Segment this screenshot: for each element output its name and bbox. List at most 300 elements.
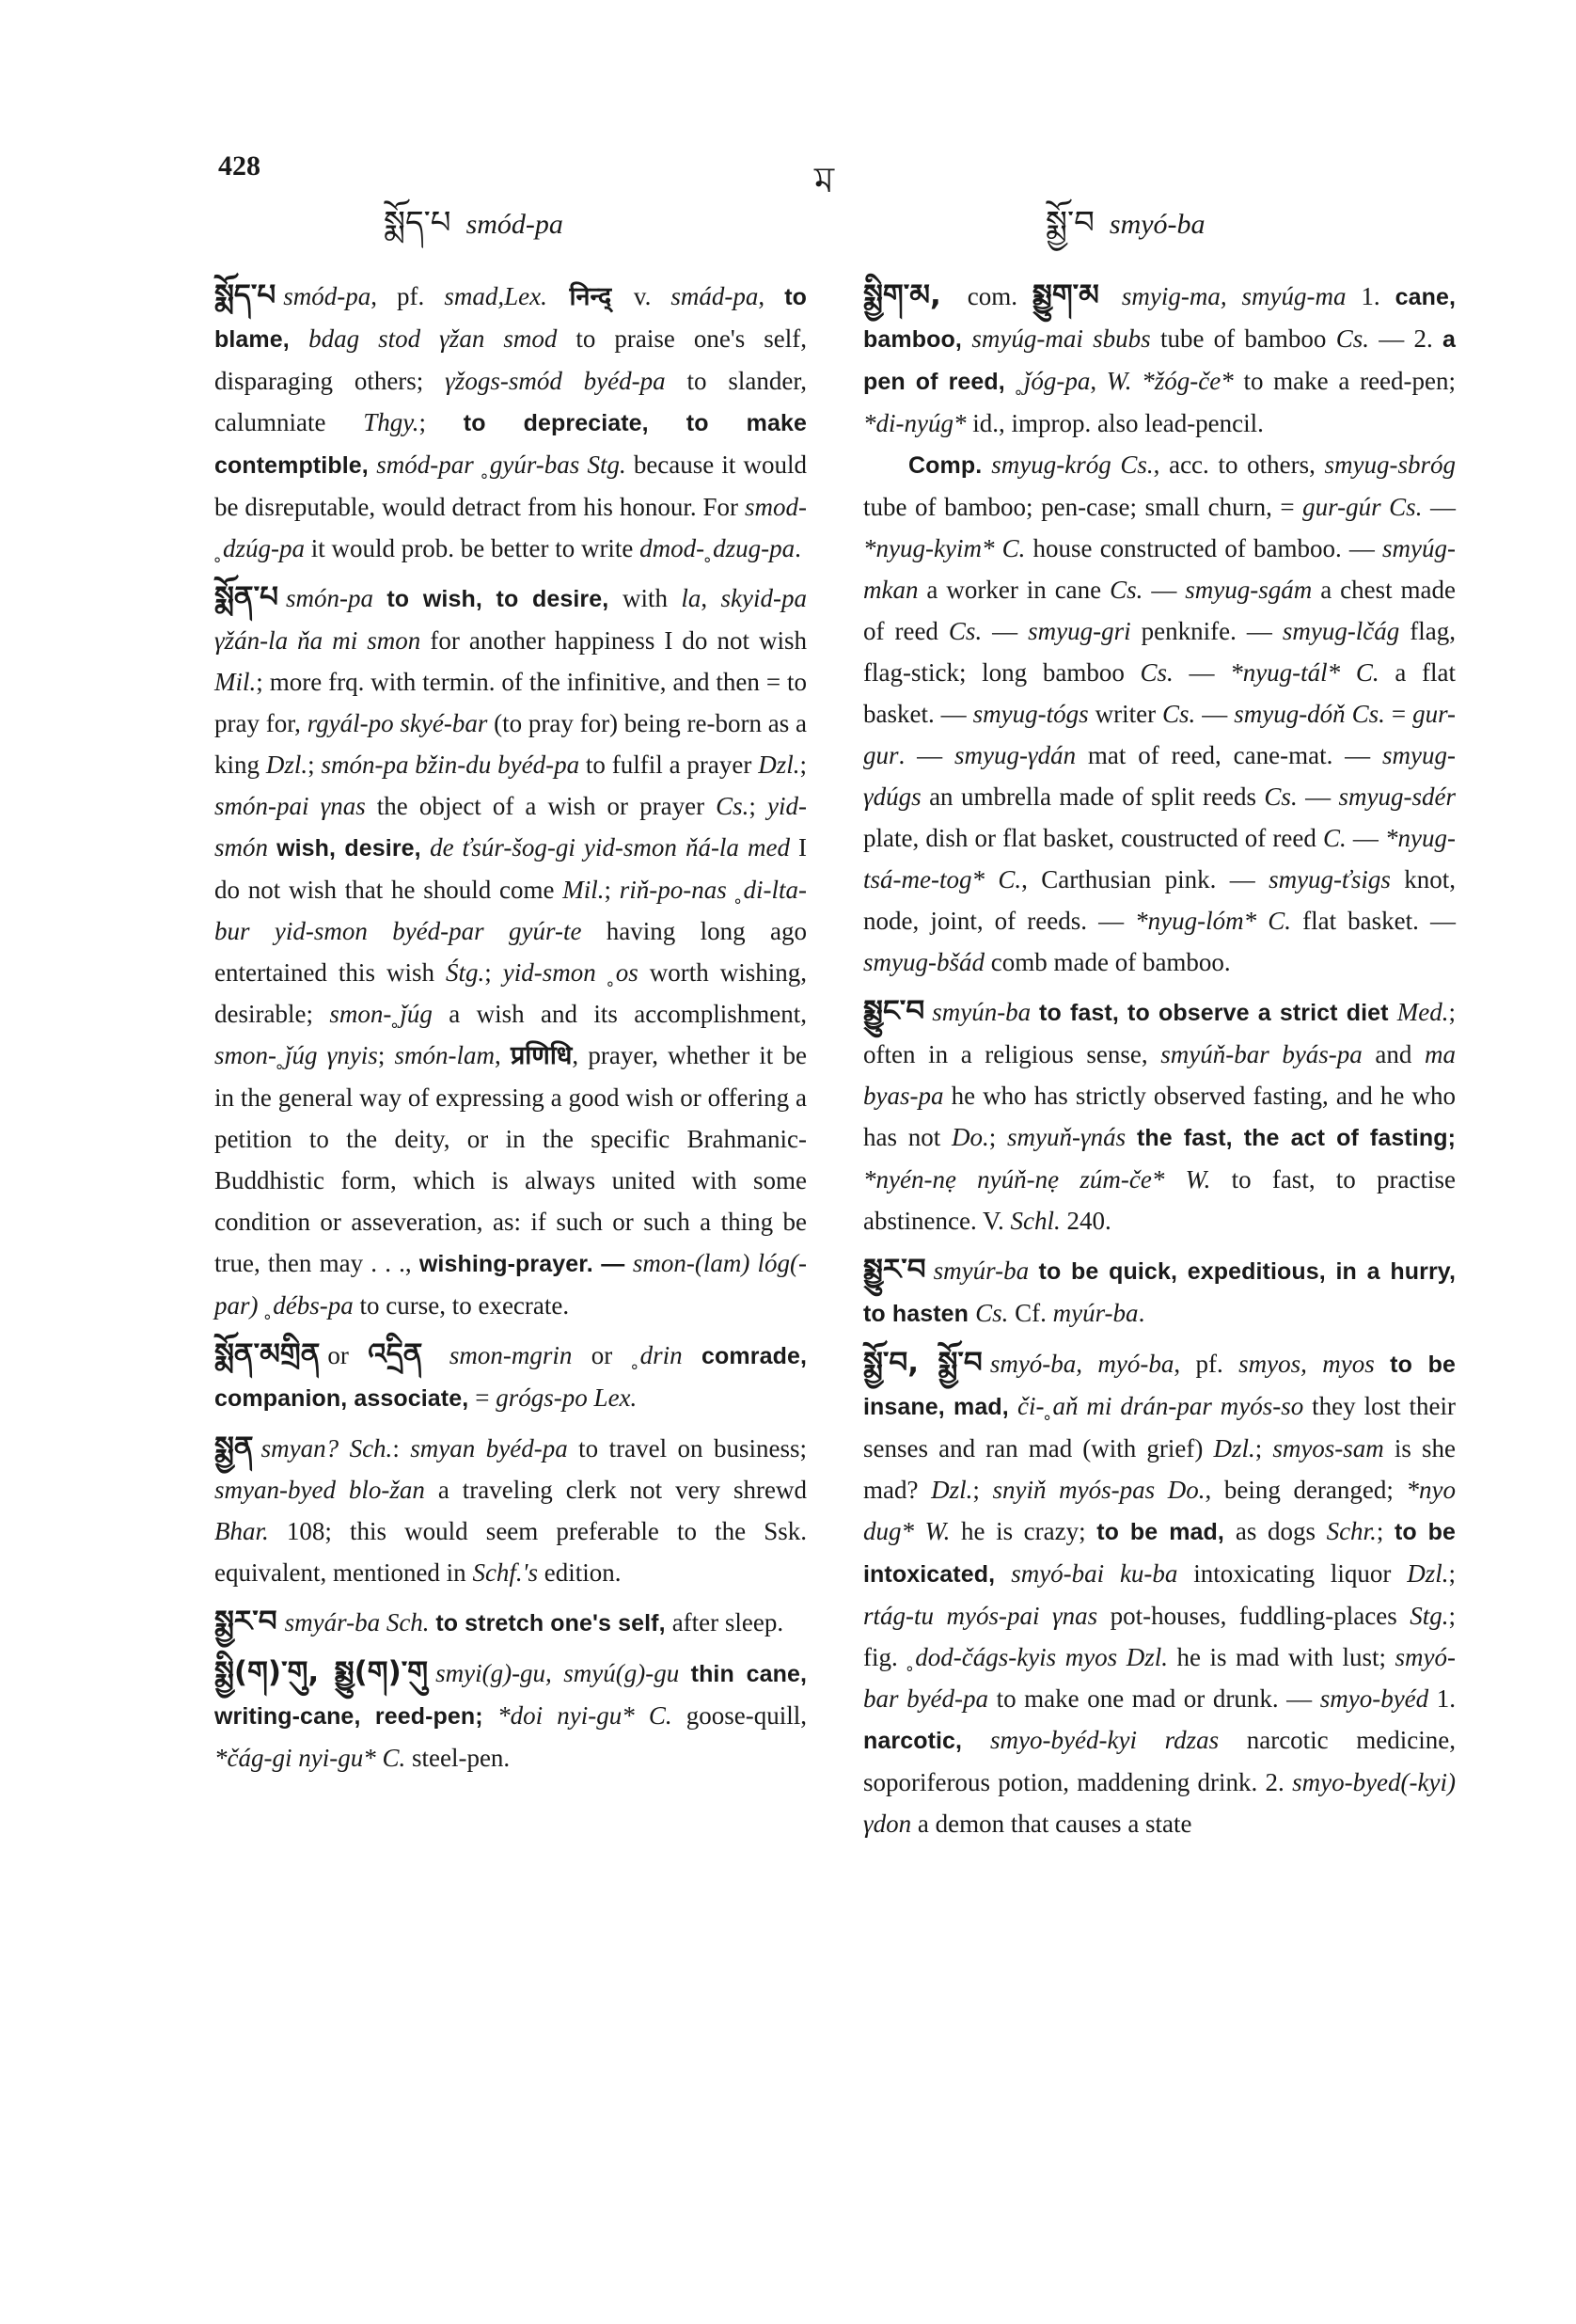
page-number: 428 [218, 150, 260, 182]
gloss-text: to slander, calumniate [214, 367, 807, 436]
transliteration: smyó-bar byéd-pa [863, 1643, 1457, 1713]
gloss-text: goose-quill, [671, 1701, 807, 1730]
definition: a pen of reed, [863, 326, 1457, 395]
transliteration: smyo-byéd [1319, 1684, 1429, 1713]
source-abbrev: W. [1185, 1165, 1211, 1194]
definition: to be intoxicated, [863, 1519, 1457, 1588]
running-head-left-tibetan: སྨོད་པ [384, 204, 451, 242]
gloss-text: : [392, 1434, 411, 1462]
gloss-text: = [475, 1383, 496, 1412]
source-abbrev: C. [998, 865, 1022, 893]
gloss-text: to fast, to practise abstinence. V. [863, 1165, 1456, 1235]
gloss-text: having long ago entertained this wish [214, 917, 807, 987]
definition: to be quick, expeditious, in a hurry, to hasten [863, 1258, 1456, 1327]
source-abbrev: Mil. [562, 876, 605, 904]
gloss-text [635, 1701, 649, 1730]
dictionary-entry [863, 1249, 1456, 1335]
gloss-text: — [1143, 576, 1186, 604]
entry-paragraph [863, 990, 1456, 1241]
gloss-text: I do not wish that he should come [214, 833, 808, 904]
right-column [863, 275, 1456, 1852]
transliteration: smyug-króg [991, 451, 1111, 479]
gloss-text: a worker in cane [918, 576, 1111, 604]
gloss-text: for another happiness I do not wish [420, 626, 807, 655]
transliteration: smyúr-ba [933, 1257, 1030, 1285]
transliteration: riň-po-nas ˳di-lta-bur yid-smon byéd-par gyúr-te [214, 876, 807, 945]
gloss-text [1155, 1476, 1168, 1504]
transliteration: *nyén-nẹ nyúň-nẹ zúm-če* [863, 1165, 1165, 1194]
dictionary-entry [214, 1427, 807, 1593]
source-abbrev: Schr. [1326, 1517, 1377, 1545]
transliteration: smyuň-γnás [1007, 1123, 1127, 1151]
entry-paragraph [863, 1342, 1456, 1844]
definition: to depreciate, to make contemptible, [214, 410, 807, 479]
gloss-text: , Carthusian pink. — [1021, 865, 1269, 893]
gloss-text [430, 1341, 449, 1369]
gloss-text: he is mad with lust; [1167, 1643, 1395, 1671]
transliteration: *nyug-lóm* [1135, 907, 1257, 935]
gloss-text [994, 534, 1001, 562]
transliteration: smyúg-mkan [863, 534, 1457, 604]
gloss-text [1126, 1123, 1137, 1151]
gloss-text: to curse, to execrate. [353, 1291, 570, 1320]
gloss-text: , [758, 282, 785, 310]
gloss-text: is she mad? [863, 1434, 1456, 1504]
source-abbrev: Cs. [1162, 700, 1196, 728]
gloss-text: — [1346, 824, 1386, 852]
source-abbrev: C. [1001, 534, 1026, 562]
gloss-text [373, 584, 386, 612]
gloss-text [683, 1341, 701, 1369]
transliteration: smyó-ba, myó-ba [989, 1350, 1174, 1378]
variant-headword: འདྲིན [368, 1337, 423, 1371]
gloss-text: (to pray for) being re-born as a king [214, 709, 807, 779]
source-abbrev: Cs. [1110, 576, 1143, 604]
gloss-text: com. [967, 282, 1032, 310]
entry-headword: སྨྱིག་མ, [863, 278, 960, 312]
gloss-text: or [572, 1341, 632, 1369]
gloss-text: to make a reed-pen; [1233, 367, 1457, 395]
gloss-text [1029, 1257, 1038, 1285]
gloss-text: knot, node, joint, of reeds. — [863, 865, 1457, 935]
section-letter: ম [814, 159, 835, 200]
gloss-text: they lost their senses and ran mad (with grief) [863, 1392, 1456, 1462]
dictionary-entry [863, 1342, 1456, 1844]
source-abbrev: C. [1268, 907, 1291, 935]
gloss-text: — 2. [1368, 324, 1442, 353]
transliteration: smyo-byed(-kyi) γdon [863, 1768, 1456, 1838]
transliteration: *nyug-tál* [1230, 658, 1341, 687]
gloss-text: ; [972, 1476, 993, 1504]
entry-paragraph [214, 1427, 807, 1593]
definition: wish, desire, [276, 835, 431, 862]
definition: to be mad, [1096, 1519, 1236, 1545]
transliteration: yid-smon ˳os [502, 958, 638, 987]
source-abbrev: Dzl. [931, 1476, 973, 1504]
entry-headword: སྨྱར་བ [214, 1605, 277, 1638]
gloss-text: as dogs [1235, 1517, 1327, 1545]
gloss-text: house constructed of bamboo. — [1025, 534, 1383, 562]
gloss-text: because it would be disreputable, would detract from his honour. For [214, 451, 808, 521]
transliteration: la [681, 584, 701, 612]
gloss-text: a demon that causes a state [911, 1810, 1192, 1838]
gloss-text [1107, 282, 1122, 310]
gloss-text: ; [307, 751, 322, 779]
gloss-text: 108; this would seem preferable to the Ssk. equivalent, mentioned in [214, 1517, 807, 1587]
source-abbrev: Cs. [1389, 493, 1423, 521]
gloss-text: penknife. — [1130, 617, 1283, 645]
entry-paragraph [863, 275, 1456, 444]
gloss-text [339, 1434, 349, 1462]
source-abbrev: Cs. [975, 1299, 1009, 1327]
sanskrit-term: प्रणिधि [510, 1041, 573, 1070]
gloss-text: a traveling clerk not very shrewd [424, 1476, 807, 1504]
gloss-text: , [701, 584, 721, 612]
gloss-text: ; [749, 792, 767, 820]
gloss-text: ; [1376, 1517, 1395, 1545]
gloss-text: a chest made of reed [863, 576, 1457, 645]
gloss-text: ; [604, 876, 620, 904]
source-abbrev: Dzl. [1126, 1643, 1168, 1671]
running-head-right-translit: smyó-ba [1109, 209, 1206, 240]
source-abbrev: Schf.'s [472, 1558, 538, 1587]
gloss-text: tube of bamboo [1150, 324, 1336, 353]
source-abbrev: C. [648, 1701, 672, 1730]
gloss-text: flat basket. — [1291, 907, 1456, 935]
transliteration: rtág-tu myós-pai γnas [863, 1602, 1098, 1630]
transliteration: smyig-ma, smyúg-ma [1121, 282, 1347, 310]
dictionary-entry [214, 275, 807, 569]
gloss-text: 1. [1346, 282, 1395, 310]
transliteration: smyos-sam [1272, 1434, 1384, 1462]
source-abbrev: Cs. [1120, 451, 1154, 479]
source-abbrev: Stg. [587, 451, 626, 479]
entry-paragraph [863, 1249, 1456, 1335]
transliteration: *čág-gi nyi-gu* [214, 1744, 376, 1772]
entry-headword: སྨོན་པ [214, 580, 278, 614]
transliteration: smyug-ťsigs [1269, 865, 1391, 893]
transliteration: smon-(lam) lóg(-par) ˳débs-pa [214, 1249, 808, 1320]
running-head-right [1046, 186, 1206, 277]
source-abbrev: Bhar. [214, 1517, 269, 1545]
transliteration: snyiň myós-pas [992, 1476, 1156, 1504]
transliteration: ˳ǰóg-pa [1015, 367, 1091, 395]
transliteration: ˳drin [631, 1341, 683, 1369]
transliteration: ma byas-pa [863, 1040, 1456, 1110]
gloss-text [679, 1659, 690, 1687]
transliteration: smyan-byed blo-žan [214, 1476, 425, 1504]
source-abbrev: Thgy. [363, 408, 419, 436]
dictionary-entry [863, 275, 1456, 983]
transliteration: smyi(g)-gu, smyú(g)-gu [435, 1659, 680, 1687]
source-abbrev: Cs. [1351, 700, 1385, 728]
transliteration: smyár-ba [284, 1608, 381, 1636]
dictionary-entry [214, 1601, 807, 1644]
dictionary-entry [214, 1334, 807, 1419]
source-abbrev: Lex. [593, 1383, 638, 1412]
variant-headword: སྨྱུག་མ [1032, 278, 1099, 312]
transliteration: smyug-γdúgs [863, 741, 1456, 811]
source-abbrev: Do. [1167, 1476, 1206, 1504]
dictionary-entry [214, 1652, 807, 1779]
transliteration: smyan byéd-pa [410, 1434, 568, 1462]
definition: to be insane, mad, [863, 1352, 1456, 1420]
entry-headword: སྨྱུང་བ [863, 994, 925, 1028]
gloss-text: a wish and its accomplishment, [432, 1000, 807, 1028]
running-head-right-tibetan: སྨྱོ་བ [1046, 204, 1095, 242]
transliteration: smyún-ba [932, 998, 1032, 1026]
source-abbrev: Cs. [1264, 783, 1298, 811]
gloss-text: to travel on business; [567, 1434, 808, 1462]
gloss-text: a flat basket. — [863, 658, 1457, 728]
definition: thin cane, writing-cane, reed-pen; [214, 1661, 808, 1730]
transliteration: smyug-sbróg [1324, 451, 1457, 479]
definition: the fast, the act of fasting; [1136, 1125, 1456, 1151]
entry-headword: སྨྱུར་བ [863, 1253, 926, 1287]
gloss-text: edition. [537, 1558, 622, 1587]
transliteration: *nyug-kyim* [863, 534, 995, 562]
transliteration: smon-˳ǰúg γnyis [214, 1041, 378, 1069]
gloss-text [1117, 1643, 1127, 1671]
gloss-text: v. [633, 282, 671, 310]
gloss-text: to praise one's self, disparaging others; [214, 324, 807, 395]
transliteration: smód-par ˳gyúr-bas [376, 451, 580, 479]
definition: to fast, to observe a strict diet [1039, 1000, 1397, 1026]
source-abbrev: Śtg. [445, 958, 485, 987]
entry-headword: སྨྱི(ག)་གུ, སྨྱུ(ག)་གུ [214, 1655, 429, 1689]
transliteration: smon-mgrin [449, 1341, 573, 1369]
transliteration: *nyug-tsá-me-tog* [863, 824, 1456, 893]
gloss-text: — [982, 617, 1029, 645]
gloss-text: to make one mad or drunk. — [988, 1684, 1320, 1713]
source-abbrev: Cs. [1335, 324, 1369, 353]
transliteration: smyug-lčág [1282, 617, 1400, 645]
transliteration: smyan? [260, 1434, 339, 1462]
gloss-text: flag, flag-stick; long bamboo [863, 617, 1457, 687]
gloss-text: . — [898, 741, 954, 769]
entry-paragraph [214, 275, 807, 569]
transliteration: de ťsúr-šog-gi yid-smon ňá-la med [430, 833, 790, 862]
gloss-text: — [1195, 700, 1235, 728]
transliteration: *doi nyi-gu* [497, 1701, 635, 1730]
gloss-text: pot-houses, fuddling-places [1097, 1602, 1411, 1630]
gloss-text: ; [1254, 1434, 1273, 1462]
source-abbrev: Dzl. [1407, 1559, 1449, 1588]
transliteration: *nyo dug* [863, 1476, 1456, 1545]
transliteration: smyó-bai ku-ba [1011, 1559, 1178, 1588]
transliteration: smád-pa [670, 282, 759, 310]
transliteration: smyug-γdán [953, 741, 1077, 769]
entry-paragraph [863, 444, 1456, 983]
transliteration: smón-pai γnas [214, 792, 366, 820]
source-abbrev: Sch. [349, 1434, 393, 1462]
gloss-text: he who has strictly observed fasting, and he who has not [863, 1082, 1456, 1151]
transliteration: či-˳aň mi drán-par myós-so [1017, 1392, 1304, 1420]
source-abbrev: Sch. [386, 1608, 430, 1636]
gloss-text: worth wishing, desirable; [214, 958, 808, 1028]
gloss-text: ; [1448, 1559, 1456, 1588]
transliteration: *di-nyúg* [863, 409, 967, 437]
source-abbrev: Dzl. [758, 751, 800, 779]
source-abbrev: Lex. [504, 282, 547, 310]
source-abbrev: C. [1322, 824, 1347, 852]
transliteration: dmod-˳dzug-pa [639, 534, 796, 562]
left-column [214, 275, 807, 1786]
transliteration: γžogs-smód byéd-pa [445, 367, 666, 395]
source-abbrev: Stg. [1410, 1602, 1449, 1630]
gloss-text: — [1173, 658, 1231, 687]
source-abbrev: Med. [1396, 998, 1449, 1026]
entry-paragraph [214, 1601, 807, 1644]
definition: to stretch one's self, [435, 1610, 672, 1636]
transliteration: smyug-sgám [1185, 576, 1313, 604]
transliteration: ˳dod-čágs-kyis myos [906, 1643, 1118, 1671]
gloss-text: ; more frq. with termin. of the infinitive, and then = to pray for, [214, 668, 807, 737]
gloss-text: or [327, 1341, 369, 1369]
gloss-text: , being deranged; [1205, 1476, 1407, 1504]
gloss-text: — [1422, 493, 1456, 521]
definition: cane, bamboo, [863, 284, 1457, 353]
source-abbrev: Mil. [214, 668, 257, 696]
source-abbrev: Do. [952, 1123, 989, 1151]
gloss-text: to fulfil a prayer [579, 751, 759, 779]
source-abbrev: W. [924, 1517, 951, 1545]
gloss-text: . [1138, 1299, 1145, 1327]
source-abbrev: Schl. [1010, 1207, 1061, 1235]
entry-paragraph [214, 1652, 807, 1779]
gloss-text: , acc. to others, [1153, 451, 1325, 479]
gloss-text: id., improp. also lead-pencil. [966, 409, 1264, 437]
running-head-left-translit: smód-pa [465, 209, 563, 240]
gloss-text [985, 865, 998, 893]
transliteration: skyid-pa γžán-la ňa mi smon [214, 584, 808, 655]
gloss-text: ; often in a religious sense, [863, 998, 1456, 1068]
transliteration: smyúň-bar byás-pa [1160, 1040, 1363, 1068]
gloss-text [1375, 1350, 1390, 1378]
source-abbrev: Dzl. [1213, 1434, 1255, 1462]
gloss-text: he is crazy; [950, 1517, 1097, 1545]
gloss-text [1256, 907, 1268, 935]
transliteration: smyug-sdér [1338, 783, 1457, 811]
gloss-text: 240. [1060, 1207, 1111, 1235]
gloss-text: ; [377, 1041, 395, 1069]
transliteration: bdag stod γžan smod [308, 324, 558, 353]
gloss-text: with [623, 584, 682, 612]
source-abbrev: W. [1106, 367, 1132, 395]
transliteration: smyug-dóň [1234, 700, 1346, 728]
source-abbrev: C. [1355, 658, 1379, 687]
transliteration: *žóg-če* [1142, 367, 1234, 395]
source-abbrev: C. [382, 1744, 406, 1772]
gloss-text: ; [484, 958, 503, 987]
sanskrit-term: निन्द् [546, 282, 634, 311]
gloss-text: mat of reed, cane-mat. — [1076, 741, 1383, 769]
transliteration: yid-smón [214, 792, 807, 862]
gloss-text: steel-pen. [405, 1744, 511, 1772]
transliteration: gur-gur [863, 700, 1457, 769]
gloss-text: ; fig. [863, 1602, 1456, 1671]
transliteration: smyug-gri [1028, 617, 1131, 645]
gloss-text: = [1384, 700, 1413, 728]
gloss-text [268, 833, 276, 862]
gloss-text: ; [418, 408, 464, 436]
gloss-text: , pf. [370, 282, 445, 310]
gloss-text [1346, 700, 1352, 728]
definition: wishing-prayer. — [418, 1251, 633, 1277]
transliteration: smon-˳ǰúg [329, 1000, 433, 1028]
transliteration: smyos, myos [1238, 1350, 1375, 1378]
transliteration: smad, [444, 282, 505, 310]
gloss-text: the object of a wish or prayer [365, 792, 717, 820]
gloss-text: narcotic medicine, soporiferous potion, maddening drink. 2. [863, 1726, 1456, 1796]
gloss-text [1111, 451, 1121, 479]
gloss-text: . [795, 534, 801, 562]
definition: to blame, [214, 284, 808, 353]
gloss-text [588, 1383, 594, 1412]
gloss-text: plate, dish or flat basket, coustructed of reed [863, 824, 1323, 852]
transliteration: smyug-bšád [863, 948, 985, 976]
transliteration: smón-pa bžin-du byéd-pa [321, 751, 580, 779]
dictionary-entry [863, 990, 1456, 1241]
gloss-text: 1. [1428, 1684, 1456, 1713]
source-abbrev: Cs. [1140, 658, 1174, 687]
transliteration: myúr-ba [1052, 1299, 1139, 1327]
transliteration: grógs-po [496, 1383, 588, 1412]
definition: narcotic, [863, 1728, 991, 1754]
transliteration: smyug-tógs [972, 700, 1089, 728]
gloss-text: comb made of bamboo. [985, 948, 1231, 976]
entry-paragraph [214, 1334, 807, 1419]
gloss-text [380, 1608, 386, 1636]
definition: to wish, to desire, [386, 586, 623, 612]
gloss-text [1164, 1165, 1185, 1194]
transliteration: smyúg-mai sbubs [971, 324, 1151, 353]
transliteration: gur-gúr [1302, 493, 1381, 521]
entry-headword: སྨྱོ་བ, སྨྱོ་བ [863, 1346, 983, 1380]
dictionary-entry [214, 577, 807, 1326]
transliteration: rgyál-po skyé-bar [307, 709, 488, 737]
transliteration: smón-pa [285, 584, 373, 612]
gloss-text: it would prob. be better to write [305, 534, 640, 562]
source-abbrev: Dzl. [265, 751, 308, 779]
entry-headword: སྨྱན [214, 1431, 254, 1464]
transliteration: smón-lam [394, 1041, 495, 1069]
gloss-text: ; [799, 751, 807, 779]
gloss-text: after sleep. [671, 1608, 784, 1636]
gloss-text: tube of bamboo; pen-case; small churn, = [863, 493, 1303, 521]
source-abbrev: Cs. [948, 617, 983, 645]
gloss-text [1132, 367, 1143, 395]
gloss-text [914, 1517, 925, 1545]
source-abbrev: Cs. [716, 792, 749, 820]
gloss-text: Cf. [1008, 1299, 1053, 1327]
running-head-left [384, 186, 563, 277]
transliteration: smód-pa [283, 282, 371, 310]
entry-headword: སྨོད་པ [214, 278, 276, 312]
gloss-text: and [1362, 1040, 1425, 1068]
gloss-text: writer [1088, 700, 1163, 728]
gloss-text: , [1090, 367, 1107, 395]
transliteration: smyo-byéd-kyi rdzas [990, 1726, 1220, 1754]
gloss-text: an umbrella made of split reeds [921, 783, 1265, 811]
definition: Comp. [908, 452, 992, 479]
entry-paragraph [214, 577, 807, 1326]
gloss-text: , pf. [1174, 1350, 1239, 1378]
gloss-text: , [495, 1041, 511, 1069]
transliteration: smod-˳dzúg-pa [214, 493, 807, 562]
gloss-text [1381, 493, 1390, 521]
gloss-text: , prayer, whether it be in the general way of expressing a good wish or offering a petition to the deity, or in the specific Brahmanic-Buddhistic form, which is always united with some condition or asseveration, as: if such or such a thing be true, then may . . ., [214, 1041, 807, 1277]
